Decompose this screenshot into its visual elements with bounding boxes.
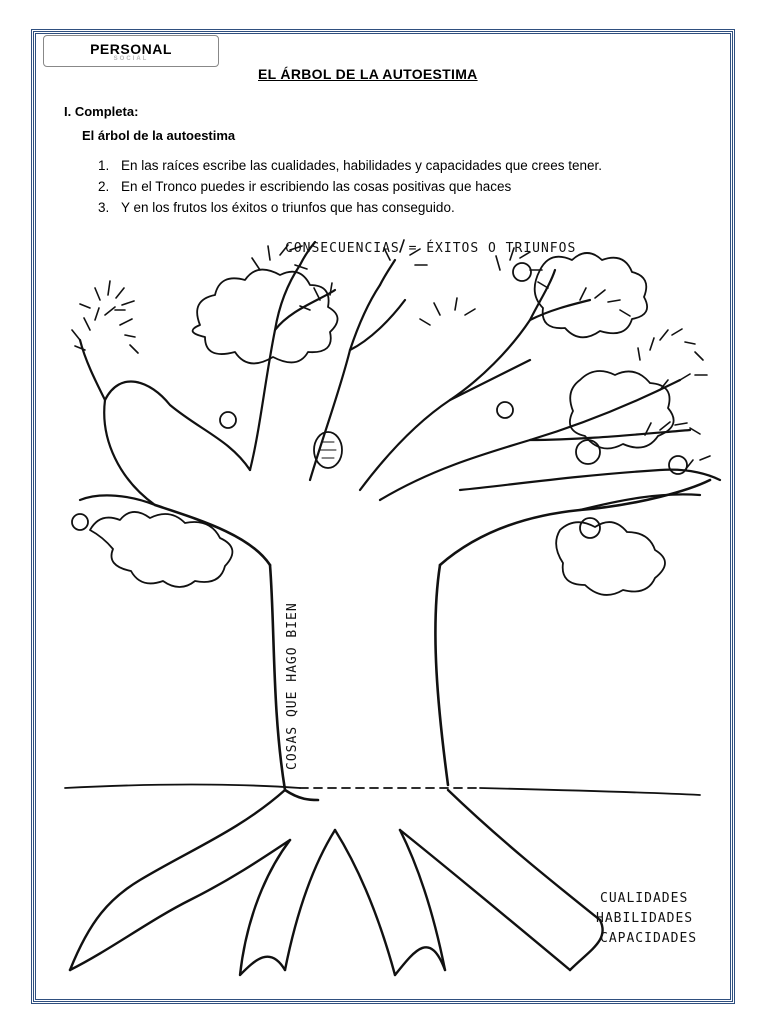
ground-line (65, 785, 700, 795)
instruction-list (98, 158, 602, 221)
subject-tag (43, 35, 219, 67)
tree-branches (80, 242, 720, 510)
instruction-text: En las raíces escribe las cualidades, habilidades y capacidades que crees tener. (121, 158, 603, 173)
tree-trunk (155, 480, 710, 800)
page-title: EL ÁRBOL DE LA AUTOESTIMA (258, 66, 478, 82)
crown-label: CONSECUENCIAS = ÉXITOS O TRIUNFOS (285, 241, 577, 256)
instruction-number: 3. (98, 200, 110, 215)
tree-roots (70, 790, 603, 975)
tree-fruits (72, 263, 687, 538)
roots-label-1: CUALIDADES (600, 891, 689, 906)
instruction-item (98, 179, 602, 200)
instruction-number: 1. (98, 158, 110, 173)
instruction-number: 2. (98, 179, 110, 194)
section-subheading: El árbol de la autoestima (82, 128, 236, 143)
instruction-text: Y en los frutos los éxitos o triunfos que has conseguido. (121, 200, 455, 215)
drawing-labels (285, 240, 697, 946)
tree-drawing (60, 230, 730, 985)
roots-label-2: HABILIDADES (596, 911, 694, 926)
trunk-label: COSAS QUE HAGO BIEN (285, 602, 300, 770)
instruction-item (98, 200, 602, 221)
instruction-item (98, 158, 602, 179)
roots-label-3: CAPACIDADES (600, 931, 698, 946)
instruction-text: En el Tronco puedes ir escribiendo las cosas positivas que haces (121, 179, 512, 194)
subject-tag-faint: SOCIAL (113, 56, 149, 62)
section-heading: I. Completa: (64, 104, 139, 119)
cloud-shapes (90, 253, 674, 595)
subject-tag-label: PERSONAL (90, 41, 172, 57)
